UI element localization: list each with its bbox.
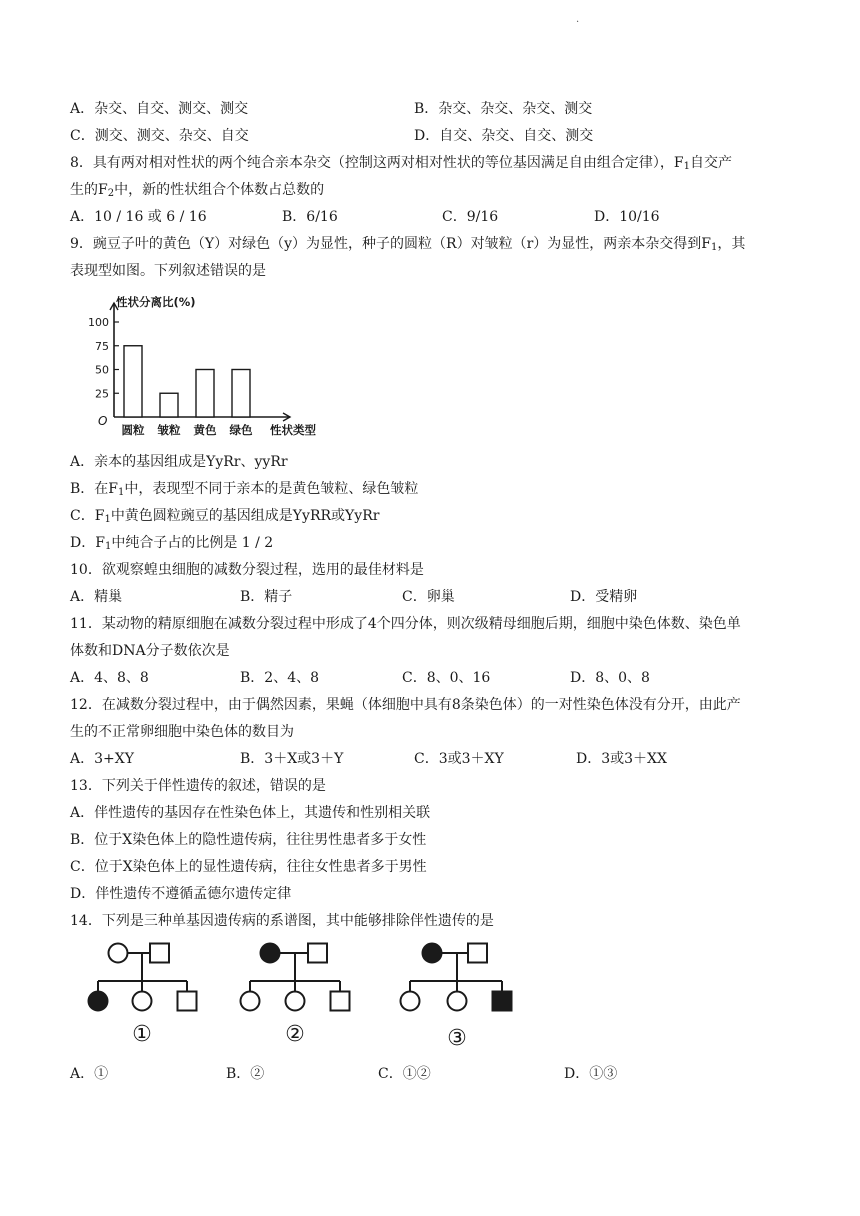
x-tick-label-1: 皱粒 bbox=[157, 423, 181, 437]
pedigree-label-2: ② bbox=[285, 1022, 305, 1047]
pedigree-label-1: ① bbox=[132, 1022, 152, 1047]
q8-stem-a: 8．具有两对相对性状的两个纯合亲本杂交（控制这两对相对性状的等位基因满足自由组合定律），F bbox=[70, 155, 684, 171]
pedigree-label-3: ③ bbox=[447, 1026, 467, 1051]
q9-stem-sub: 1 bbox=[711, 242, 718, 253]
q9-bar-chart bbox=[70, 287, 800, 445]
q10-stem: 10．欲观察蝗虫细胞的减数分裂过程，选用的最佳材料是 bbox=[70, 562, 424, 578]
exam-page bbox=[70, 96, 800, 1088]
pedigree-2-daughter-1 bbox=[241, 992, 260, 1011]
x-tick-label-3: 绿色 bbox=[229, 423, 253, 437]
y-tick-label-2: 75 bbox=[95, 339, 109, 353]
q14-pedigree-figures bbox=[70, 937, 800, 1057]
q13-option-c[interactable]: C．位于X染色体上的显性遗传病，往往女性患者多于男性 bbox=[70, 859, 427, 875]
q10-option-b[interactable]: B．精子 bbox=[240, 589, 293, 605]
q14-option-a[interactable]: A．① bbox=[70, 1066, 109, 1082]
q8-option-c[interactable]: C．9/16 bbox=[442, 209, 499, 225]
y-tick-label-3: 100 bbox=[88, 316, 109, 329]
pedigree-3 bbox=[401, 944, 512, 1011]
q9-option-b-pre: B．在F bbox=[70, 481, 119, 497]
pedigree-3-affected-mother bbox=[423, 944, 442, 963]
q8-stem-line-1 bbox=[70, 150, 800, 177]
q8-option-d[interactable]: D．10/16 bbox=[594, 209, 660, 225]
q12-options bbox=[70, 746, 800, 773]
pedigree-1 bbox=[89, 944, 197, 1011]
q7-option-d[interactable]: D．自交、杂交、自交、测交 bbox=[414, 128, 594, 144]
q12-option-c[interactable]: C．3或3＋XY bbox=[414, 751, 504, 767]
q9-option-c-pre: C．F bbox=[70, 508, 105, 524]
pedigree-1-father bbox=[150, 944, 169, 963]
pedigree-2-affected-mother bbox=[261, 944, 280, 963]
q9-option-a-text: A．亲本的基因组成是YyRr、yyRr bbox=[70, 454, 288, 470]
y-axis-label: 性状分离比(%) bbox=[116, 295, 196, 309]
pedigree-2-son bbox=[331, 992, 350, 1011]
q9-option-b-post: 中，表现型不同于亲本的是黄色皱粒、绿色皱粒 bbox=[124, 481, 419, 497]
q9-option-a[interactable] bbox=[70, 449, 800, 476]
bar-2 bbox=[196, 370, 214, 418]
q9-option-c[interactable] bbox=[70, 503, 800, 530]
q11-stem-line-1: 11．某动物的精原细胞在减数分裂过程中形成了4个四分体，则次级精母细胞后期，细胞中染色体数、染色单 bbox=[70, 616, 741, 632]
pedigree-1-son bbox=[178, 992, 197, 1011]
q11-option-d[interactable]: D．8、0、8 bbox=[570, 670, 650, 686]
pedigree-2 bbox=[241, 944, 350, 1011]
q9-option-b[interactable] bbox=[70, 476, 800, 503]
q9-stem-b: ，其 bbox=[717, 236, 746, 252]
q11-option-c[interactable]: C．8、0、16 bbox=[402, 670, 491, 686]
q10-option-c[interactable]: C．卵巢 bbox=[402, 589, 455, 605]
pedigree-3-daughter-2 bbox=[448, 992, 467, 1011]
header-mark: . bbox=[576, 14, 580, 25]
q8-option-b[interactable]: B．6/16 bbox=[282, 209, 338, 225]
q14-option-c[interactable]: C．①② bbox=[378, 1066, 431, 1082]
pedigree-1-mother bbox=[109, 944, 128, 963]
q12-option-b[interactable]: B．3＋X或3＋Y bbox=[240, 751, 344, 767]
q10-options bbox=[70, 584, 800, 611]
pedigree-3-affected-son bbox=[493, 992, 512, 1011]
q13-option-a[interactable]: A．伴性遗传的基因存在性染色体上，其遗传和性别相关联 bbox=[70, 805, 431, 821]
q8-stem-line-2 bbox=[70, 177, 800, 204]
q7-options-row-2 bbox=[70, 123, 800, 150]
q7-option-c[interactable]: C．测交、测交、杂交、自交 bbox=[70, 128, 249, 144]
q14-option-d[interactable]: D．①③ bbox=[564, 1066, 618, 1082]
q8-stem-sub1: 1 bbox=[683, 161, 690, 172]
bar-1 bbox=[160, 393, 178, 417]
q8-stem-b: 自交产 bbox=[690, 155, 732, 171]
q14-option-b[interactable]: B．② bbox=[226, 1066, 265, 1082]
q11-options bbox=[70, 665, 800, 692]
pedigree-2-daughter-2 bbox=[286, 992, 305, 1011]
q8-option-a[interactable]: A．10 / 16 或 6 / 16 bbox=[70, 209, 207, 225]
q7-options-row-1 bbox=[70, 96, 800, 123]
q9-option-c-post: 中黄色圆粒豌豆的基因组成是YyRR或YyRr bbox=[110, 508, 380, 524]
q9-option-b-sub: 1 bbox=[118, 487, 125, 498]
chart-bars bbox=[124, 346, 250, 417]
q12-option-a[interactable]: A．3+XY bbox=[70, 751, 134, 767]
bar-3 bbox=[232, 370, 250, 418]
pedigree-1-affected-daughter bbox=[89, 992, 108, 1011]
q11-stem-line-2: 体数和DNA分子数依次是 bbox=[70, 643, 230, 659]
q9-stem-c: 表现型如图。下列叙述错误的是 bbox=[70, 263, 266, 279]
q13-option-d[interactable]: D．伴性遗传不遵循孟德尔遗传定律 bbox=[70, 886, 292, 902]
x-tick-label-2: 黄色 bbox=[193, 423, 217, 437]
pedigree-3-daughter-1 bbox=[401, 992, 420, 1011]
origin-label: O bbox=[98, 414, 108, 428]
q12-stem-line-1: 12．在减数分裂过程中，由于偶然因素，果蝇（体细胞中具有8条染色体）的一对性染色体没有分开，由此产 bbox=[70, 697, 741, 713]
q9-stem-line-1 bbox=[70, 231, 800, 258]
q8-options bbox=[70, 204, 800, 231]
x-axis-label: 性状类型 bbox=[270, 423, 316, 437]
q7-option-b[interactable]: B．杂交、杂交、杂交、测交 bbox=[414, 101, 593, 117]
q12-option-d[interactable]: D．3或3＋XX bbox=[576, 751, 667, 767]
q10-option-d[interactable]: D．受精卵 bbox=[570, 589, 638, 605]
q9-option-d-post: 中纯合子占的比例是 1 / 2 bbox=[111, 535, 274, 551]
q9-option-d[interactable] bbox=[70, 530, 800, 557]
pedigree-1-daughter bbox=[133, 992, 152, 1011]
y-tick-label-1: 50 bbox=[95, 363, 109, 377]
q11-option-b[interactable]: B．2、4、8 bbox=[240, 670, 320, 686]
pedigree-2-father bbox=[308, 944, 327, 963]
q7-option-a[interactable]: A．杂交、自交、测交、测交 bbox=[70, 101, 249, 117]
q11-option-a[interactable]: A．4、8、8 bbox=[70, 670, 149, 686]
pedigree-svg bbox=[70, 937, 530, 1055]
q8-stem-c: 生的F bbox=[70, 182, 108, 198]
q10-option-a[interactable]: A．精巢 bbox=[70, 589, 123, 605]
q9-stem-a: 9．豌豆子叶的黄色（Y）对绿色（y）为显性，种子的圆粒（R）对皱粒（r）为显性，两亲本杂交得到F bbox=[70, 236, 712, 252]
x-tick-label-0: 圆粒 bbox=[121, 423, 145, 437]
q14-stem: 14．下列是三种单基因遗传病的系谱图，其中能够排除伴性遗传的是 bbox=[70, 913, 494, 929]
q9-option-d-sub: 1 bbox=[104, 541, 112, 552]
q8-stem-sub2: 2 bbox=[107, 188, 115, 199]
q9-stem-line-2 bbox=[70, 258, 800, 285]
bar-0 bbox=[124, 346, 142, 417]
y-tick-label-0: 25 bbox=[95, 387, 109, 401]
pedigree-3-father bbox=[468, 944, 487, 963]
q12-stem-line-2: 生的不正常卵细胞中染色体的数目为 bbox=[70, 724, 294, 740]
q9-bar-chart-svg bbox=[70, 287, 330, 445]
q8-stem-d: 中，新的性状组合个体数占总数的 bbox=[114, 182, 325, 198]
q13-stem: 13．下列关于伴性遗传的叙述，错误的是 bbox=[70, 778, 326, 794]
q9-option-d-pre: D．F bbox=[70, 535, 105, 551]
q9-option-c-sub: 1 bbox=[104, 514, 111, 525]
q14-options bbox=[70, 1061, 800, 1088]
q13-option-b[interactable]: B．位于X染色体上的隐性遗传病，往往男性患者多于女性 bbox=[70, 832, 427, 848]
